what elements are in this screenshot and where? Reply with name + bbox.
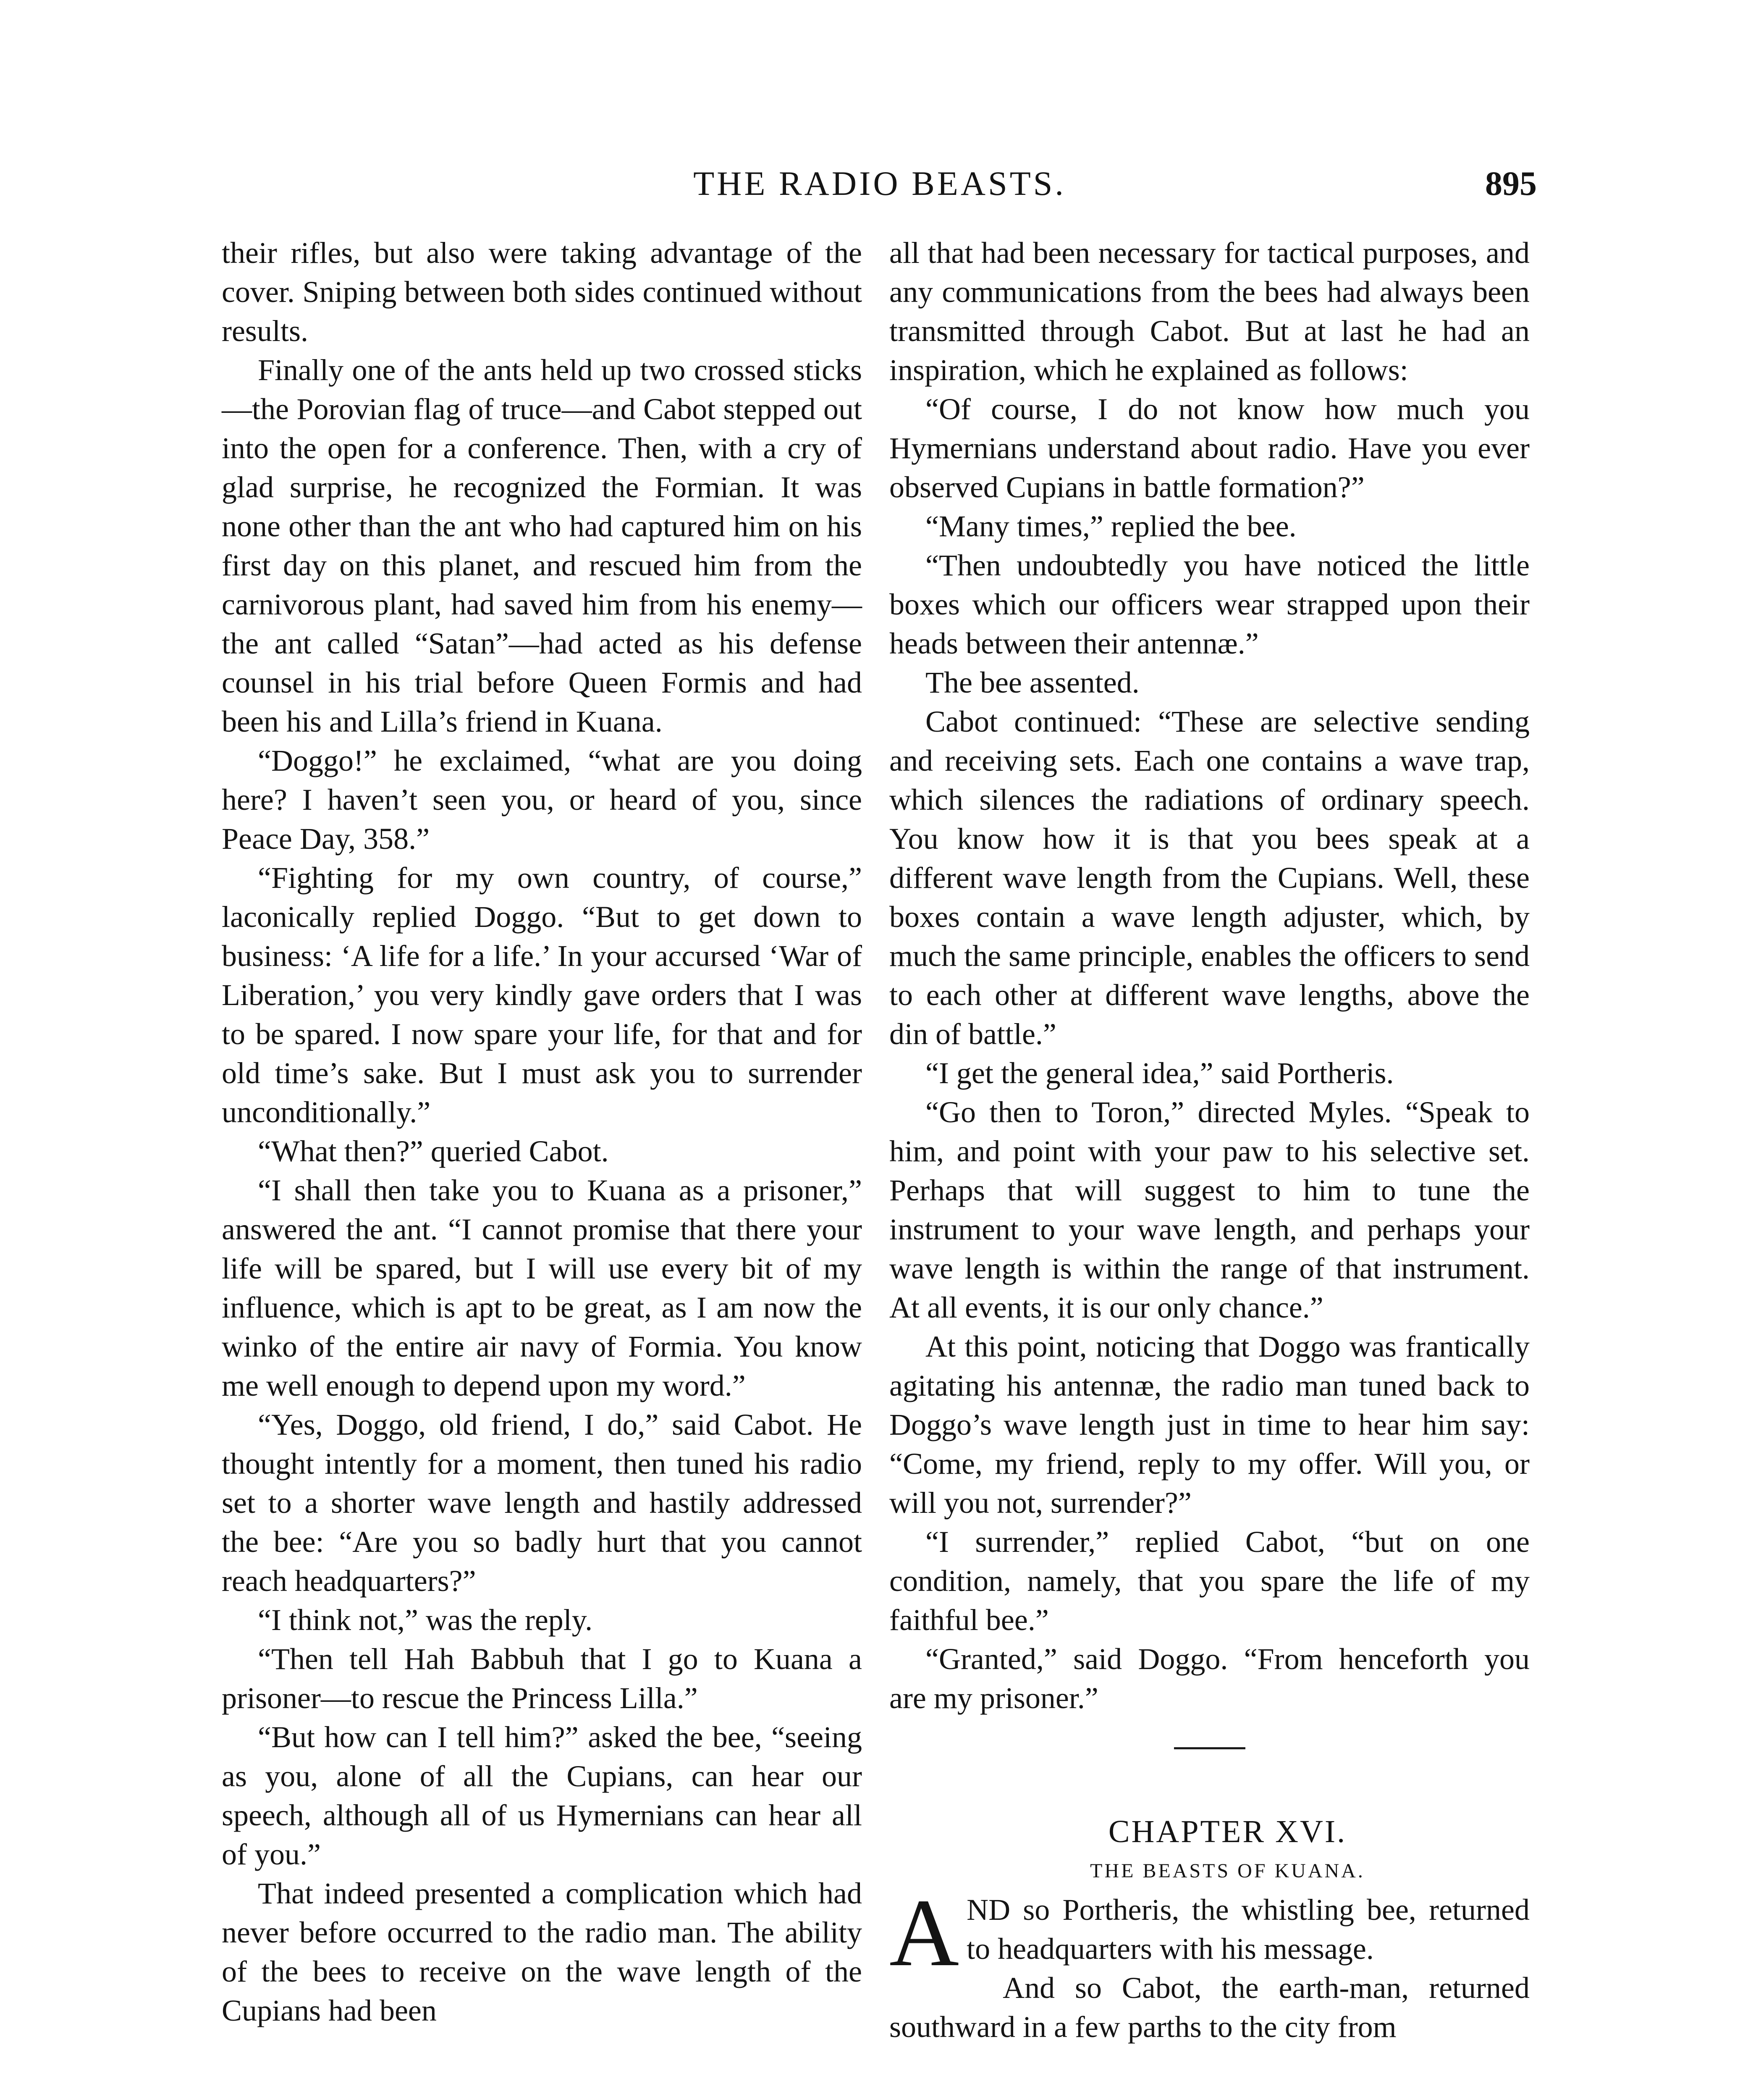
body-paragraph: “But how can I tell him?” asked the bee, “seeing as you, alone of all the Cupians, can hear our speech, although all of us Hymernians can hear all of you.”: [222, 1720, 862, 1871]
body-paragraph: “Then tell Hah Babbuh that I go to Kuana a prisoner—to rescue the Princess Lilla.”: [222, 1642, 862, 1715]
body-paragraph: “I shall then take you to Kuana as a prisoner,” answered the ant. “I cannot promise that there your life will be spared, but I will use every bit of my influence, which is apt to be great, as I am now the winko of the entire air navy of Formia. You know me well enough to depend upon my word.”: [222, 1173, 862, 1402]
chapter-subtitle: THE BEASTS OF KUANA.: [1090, 1860, 1365, 1882]
running-title: THE RADIO BEASTS.: [693, 164, 1066, 202]
body-paragraph: “Yes, Doggo, old friend, I do,” said Cabot. He thought intently for a moment, then tuned his radio set to a shorter wave length and hastily addressed the bee: “Are you so badly hurt that you cannot reach headquarters?”: [222, 1408, 862, 1598]
chapter-heading: CHAPTER XVI.: [1108, 1814, 1347, 1849]
body-paragraph: “Granted,” said Doggo. “From henceforth you are my prisoner.”: [889, 1642, 1530, 1715]
body-paragraph: “Of course, I do not know how much you Hymernians understand about radio. Have you ever observed Cupians in battle formation?”: [889, 392, 1530, 504]
body-paragraph: Finally one of the ants held up two crossed sticks—the Porovian flag of truce—and Cabot stepped out into the open for a conference. Then, with a cry of glad surprise, he recognized the Formian. It was none other than the ant who had captured him on his first day on this planet, and rescued him from the carnivorous plant, had saved him from his enemy—the ant called “Satan”—had acted as his defense counsel in his trial before Queen Formis and had been his and Lilla’s friend in Kuana.: [222, 353, 862, 738]
body-paragraph: “Many times,” replied the bee.: [925, 509, 1297, 543]
body-paragraph: The bee assented.: [925, 666, 1140, 699]
body-paragraph: “Then undoubtedly you have noticed the little boxes which our officers wear strapped upon their heads between their antennæ.”: [889, 549, 1530, 660]
body-paragraph: “What then?” queried Cabot.: [258, 1134, 609, 1168]
body-paragraph: “Doggo!” he exclaimed, “what are you doing here? I haven’t seen you, or heard of you, since Peace Day, 358.”: [222, 744, 862, 856]
body-paragraph: “I think not,” was the reply.: [258, 1603, 593, 1637]
chapter-opening-text: ND so Portheris, the whistling bee, returned to headquarters with his message.: [967, 1893, 1530, 1966]
body-paragraph: That indeed presented a complication which had never before occurred to the radio man. The ability of the bees to receive on the wave length of the Cupians had been: [222, 1877, 862, 2027]
right-column: [889, 234, 1530, 2047]
body-paragraph: their rifles, but also were taking advantage of the cover. Sniping between both sides continued without results.: [222, 236, 862, 348]
body-paragraph: Cabot continued: “These are selective sending and receiving sets. Each one contains a wave trap, which silences the radiations of ordinary speech. You know how it is that you bees speak at a different wave length from the Cupians. Well, these boxes contain a wave length adjuster, which, by much the same principle, enables the officers to send to each other at different wave lengths, above the din of battle.”: [889, 705, 1530, 1051]
page-number: 895: [1485, 164, 1537, 202]
body-paragraph: “I surrender,” replied Cabot, “but on one condition, namely, that you spare the life of my faithful bee.”: [889, 1525, 1530, 1637]
chapter-opening-paragraph: [889, 1879, 1530, 1986]
page-header: [223, 155, 1537, 206]
chapter-paragraph: And so Cabot, the earth-man, returned southward in a few parths to the city from: [889, 1971, 1530, 2044]
drop-cap-letter: A: [889, 1879, 959, 1986]
body-paragraph: all that had been necessary for tactical purposes, and any communications from the bees had always been transmitted through Cabot. But at last he had an inspiration, which he explained as follows:: [889, 236, 1530, 387]
body-paragraph: “Go then to Toron,” directed Myles. “Speak to him, and point with your paw to his selective set. Perhaps that will suggest to him to tune the instrument to your wave length, and perhaps your wave length is within the range of that instrument. At all events, it is our only chance.”: [889, 1095, 1530, 1324]
body-paragraph: “Fighting for my own country, of course,” laconically replied Doggo. “But to get down to business: ‘A life for a life.’ In your accursed ‘War of Liberation,’ you very kindly gave orders that I was to be spared. I now spare your life, for that and for old time’s sake. But I must ask you to surrender unconditionally.”: [222, 861, 862, 1129]
section-divider-rule: [1174, 1747, 1245, 1749]
left-column: [222, 234, 862, 2030]
right-column-paragraphs: [889, 234, 1530, 1718]
body-paragraph: At this point, noticing that Doggo was frantically agitating his antennæ, the radio man tuned back to Doggo’s wave length just in time to hear him say: “Come, my friend, reply to my offer. Will you, or will you not, surrender?”: [889, 1330, 1530, 1520]
body-paragraph: “I get the general idea,” said Portheris.: [925, 1056, 1394, 1090]
